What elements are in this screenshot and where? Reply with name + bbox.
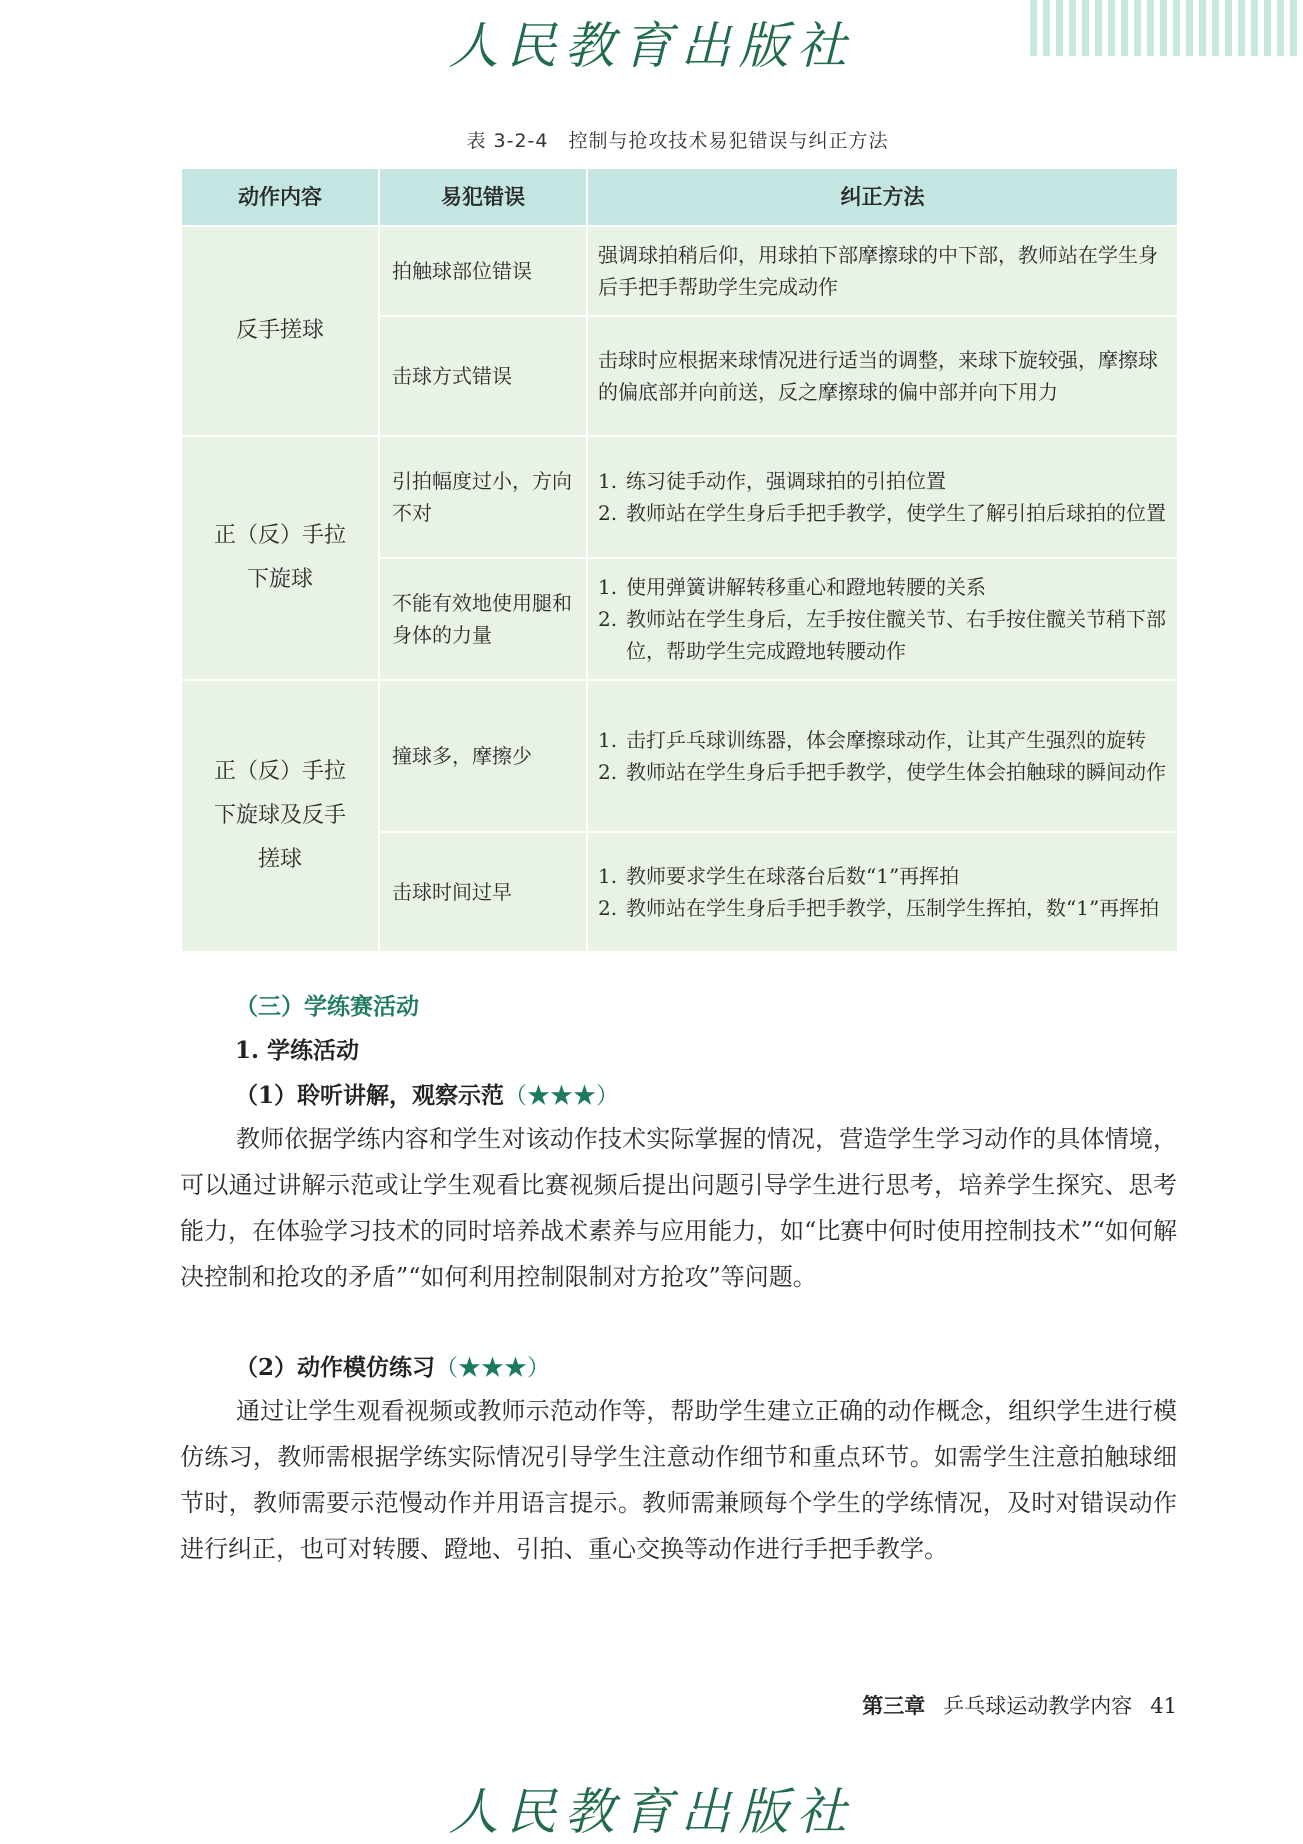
fix-item: 2. 教师站在学生身后手把手教学，使学生了解引拍后球拍的位置 xyxy=(598,501,1166,525)
action-line: 下旋球 xyxy=(246,567,313,592)
page-number: 41 xyxy=(1150,1694,1177,1718)
action-line: 搓球 xyxy=(257,847,302,872)
item2-title-text: （2）动作模仿练习 xyxy=(235,1354,436,1381)
fix-cell xyxy=(587,558,1178,680)
subsection-title: 1. 学练活动 xyxy=(235,1037,360,1064)
page-footer xyxy=(700,1690,1177,1720)
fix-item: 1. 练习徒手动作，强调球拍的引拍位置 xyxy=(598,469,946,493)
error-cell: 引拍幅度过小，方向不对 xyxy=(379,436,587,558)
fix-item: 2. 教师站在学生身后手把手教学，压制学生挥拍，数“1”再挥拍 xyxy=(598,896,1160,920)
action-cell xyxy=(181,436,379,680)
error-cell: 拍触球部位错误 xyxy=(379,226,587,316)
header-action: 动作内容 xyxy=(181,168,379,226)
fix-cell xyxy=(587,832,1178,952)
header-fix: 纠正方法 xyxy=(587,168,1178,226)
action-line: 正（反）手拉 xyxy=(213,523,346,548)
fix-item: 1. 使用弹簧讲解转移重心和蹬地转腰的关系 xyxy=(598,575,986,599)
action-cell: 反手搓球 xyxy=(181,226,379,436)
fix-cell: 击球时应根据来球情况进行适当的调整，来球下旋较强，摩擦球的偏底部并向前送，反之摩擦球的偏中部并向下用力 xyxy=(587,316,1178,436)
action-cell xyxy=(181,680,379,952)
item2-paragraph: 通过让学生观看视频或教师示范动作等，帮助学生建立正确的动作概念，组织学生进行模仿练习，教师需根据学练实际情况引导学生注意动作细节和重点环节。如需学生注意拍触球细节时，教师需要示范慢动作并用语言提示。教师需兼顾每个学生的学练情况，及时对错误动作进行纠正，也可对转腰、蹬地、引拍、重心交换等动作进行手把手教学。 xyxy=(180,1397,1177,1563)
publisher-logo-top: 人民教育出版社 xyxy=(448,17,855,75)
error-cell: 撞球多，摩擦少 xyxy=(379,680,587,832)
table-row xyxy=(181,226,1178,316)
item1-stars: （★★★） xyxy=(504,1083,620,1109)
action-line: 下旋球及反手 xyxy=(213,803,346,828)
fix-item: 1. 击打乒乓球训练器，体会摩擦球动作，让其产生强烈的旋转 xyxy=(598,728,1146,752)
item1-title xyxy=(235,1077,619,1110)
error-cell: 击球方式错误 xyxy=(379,316,587,436)
publisher-logo-bottom: 人民教育出版社 xyxy=(448,1783,855,1841)
table-header-row xyxy=(181,168,1178,226)
error-cell: 击球时间过早 xyxy=(379,832,587,952)
fix-item: 2. 教师站在学生身后手把手教学，使学生体会拍触球的瞬间动作 xyxy=(598,760,1166,784)
item1-title-text: （1）聆听讲解，观察示范 xyxy=(235,1082,505,1109)
error-cell: 不能有效地使用腿和身体的力量 xyxy=(379,558,587,680)
header-error: 易犯错误 xyxy=(379,168,587,226)
table-row xyxy=(181,436,1178,558)
item2-title xyxy=(235,1349,550,1382)
fix-cell xyxy=(587,680,1178,832)
fix-cell: 强调球拍稍后仰，用球拍下部摩擦球的中下部，教师站在学生身后手把手帮助学生完成动作 xyxy=(587,226,1178,316)
action-line: 正（反）手拉 xyxy=(213,759,346,784)
fix-item: 1. 教师要求学生在球落台后数“1”再挥拍 xyxy=(598,864,960,888)
table-caption: 表 3-2-4 控制与抢攻技术易犯错误与纠正方法 xyxy=(466,130,889,152)
fix-item: 2. 教师站在学生身后，左手按住髋关节、右手按住髋关节稍下部位，帮助学生完成蹬地转腰动作 xyxy=(598,607,1166,663)
footer-title: 乒乓球运动教学内容 xyxy=(943,1694,1133,1718)
table-row xyxy=(181,680,1178,832)
section-title: （三）学练赛活动 xyxy=(235,993,419,1020)
item1-paragraph: 教师依据学练内容和学生对该动作技术实际掌握的情况，营造学生学习动作的具体情境，可以通过讲解示范或让学生观看比赛视频后提出问题引导学生进行思考，培养学生探究、思考能力，在体验学习技术的同时培养战术素养与应用能力，如“比赛中何时使用控制技术”“如何解决控制和抢攻的矛盾”“如何利用控制限制对方抢攻”等问题。 xyxy=(180,1125,1177,1291)
footer-chapter: 第三章 xyxy=(862,1693,926,1718)
header-stripes-decoration xyxy=(1030,0,1303,56)
fix-cell xyxy=(587,436,1178,558)
error-correction-table xyxy=(180,167,1179,953)
item2-stars: （★★★） xyxy=(435,1355,551,1381)
